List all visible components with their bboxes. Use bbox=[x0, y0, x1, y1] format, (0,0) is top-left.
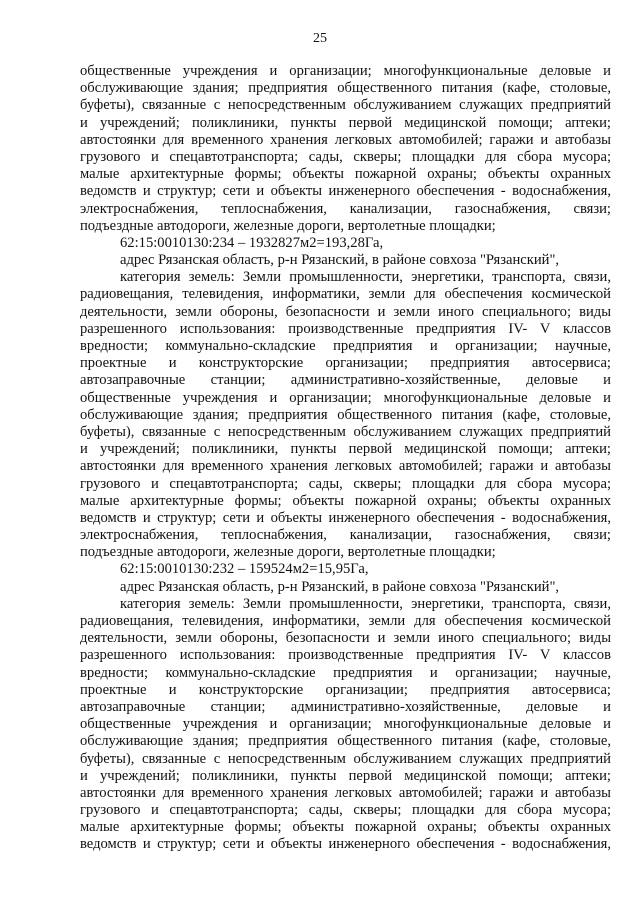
text-line: буфеты), связанные с непосредственным обслуживанием служащих предприятий bbox=[80, 423, 611, 440]
text-line: обслуживающие здания; предприятия общественного питания (кафе, столовые, bbox=[80, 406, 611, 423]
document-body bbox=[80, 63, 611, 854]
text-line: ведомств и структур; сети и объекты инженерного обеспечения - водоснабжения, bbox=[80, 836, 611, 853]
text-line: радиовещания, телевидения, информатики, земли для обеспечения космической bbox=[80, 286, 611, 303]
text-line: обслуживающие здания; предприятия общественного питания (кафе, столовые, bbox=[80, 733, 611, 750]
text-line: ведомств и структур; сети и объекты инженерного обеспечения - водоснабжения, bbox=[80, 183, 611, 200]
text-line: вредности; коммунально-складские предприятия и организации; научные, bbox=[80, 338, 611, 354]
text-line: 62:15:0010130:232 – 159524м2=15,95Га, bbox=[120, 561, 369, 578]
text-line: адрес Рязанская область, р-н Рязанский, в районе совхоза "Рязанский", bbox=[120, 578, 560, 595]
text-line: и учреждений; поликлиники, пункты первой медицинской помощи; аптеки; bbox=[80, 441, 611, 458]
text-line: общественные учреждения и организации; многофункциональные деловые и bbox=[80, 63, 611, 79]
text-line: грузового и спецавтотранспорта; сады, скверы; площадки для сбора мусора; bbox=[80, 148, 611, 165]
text-line: 62:15:0010130:234 – 1932827м2=193,28Га, bbox=[120, 234, 384, 251]
text-line: категория земель: Земли промышленности, энергетики, транспорта, связи, bbox=[120, 595, 611, 612]
text-line: автостоянки для временного хранения легковых автомобилей; гаражи и автобазы bbox=[80, 784, 611, 801]
text-line: деятельности, земли обороны, безопасности и земли иного специального; виды bbox=[80, 303, 611, 320]
text-line: проектные и конструкторские организации; предприятия автосервиса; bbox=[80, 681, 611, 698]
text-line: автостоянки для временного хранения легковых автомобилей; гаражи и автобазы bbox=[80, 458, 611, 475]
text-line: разрешенного использования: производственные предприятия IV- V классов bbox=[80, 320, 611, 337]
text-line: электроснабжения, теплоснабжения, канализации, газоснабжения, связи; bbox=[80, 527, 611, 544]
text-line: проектные и конструкторские организации; предприятия автосервиса; bbox=[80, 355, 611, 372]
text-line: радиовещания, телевидения, информатики, земли для обеспечения космической bbox=[80, 613, 611, 629]
text-line: вредности; коммунально-складские предприятия и организации; научные, bbox=[80, 664, 611, 681]
text-line: ведомств и структур; сети и объекты инженерного обеспечения - водоснабжения, bbox=[80, 509, 611, 526]
text-line: разрешенного использования: производственные предприятия IV- V классов bbox=[80, 647, 611, 664]
text-line: грузового и спецавтотранспорта; сады, скверы; площадки для сбора мусора; bbox=[80, 475, 611, 492]
text-line: автозаправочные станции; административно-хозяйственные, деловые и bbox=[80, 698, 611, 715]
text-line: и учреждений; поликлиники, пункты первой медицинской помощи; аптеки; bbox=[80, 767, 611, 784]
text-line: малые архитектурные формы; объекты пожарной охраны; объекты охранных bbox=[80, 819, 611, 836]
text-line: малые архитектурные формы; объекты пожарной охраны; объекты охранных bbox=[80, 166, 611, 183]
text-line: адрес Рязанская область, р-н Рязанский, в районе совхоза "Рязанский", bbox=[120, 252, 560, 269]
text-line: буфеты), связанные с непосредственным обслуживанием служащих предприятий bbox=[80, 97, 611, 114]
text-line: общественные учреждения и организации; многофункциональные деловые и bbox=[80, 389, 611, 406]
text-line: деятельности, земли обороны, безопасности и земли иного специального; виды bbox=[80, 630, 611, 647]
text-line: малые архитектурные формы; объекты пожарной охраны; объекты охранных bbox=[80, 492, 611, 509]
text-line: подъездные автодороги, железные дороги, вертолетные площадки; bbox=[80, 217, 496, 234]
text-line: и учреждений; поликлиники, пункты первой медицинской помощи; аптеки; bbox=[80, 114, 611, 131]
text-line: электроснабжения, теплоснабжения, канализации, газоснабжения, связи; bbox=[80, 200, 611, 217]
text-line: автостоянки для временного хранения легковых автомобилей; гаражи и автобазы bbox=[80, 131, 611, 148]
page-number: 25 bbox=[313, 31, 327, 46]
text-line: автозаправочные станции; административно-хозяйственные, деловые и bbox=[80, 372, 611, 389]
text-line: обслуживающие здания; предприятия общественного питания (кафе, столовые, bbox=[80, 80, 611, 97]
text-line: грузового и спецавтотранспорта; сады, скверы; площадки для сбора мусора; bbox=[80, 802, 611, 819]
text-line: буфеты), связанные с непосредственным обслуживанием служащих предприятий bbox=[80, 750, 611, 767]
text-line: подъездные автодороги, железные дороги, вертолетные площадки; bbox=[80, 544, 496, 561]
text-line: общественные учреждения и организации; многофункциональные деловые и bbox=[80, 716, 611, 733]
text-line: категория земель: Земли промышленности, энергетики, транспорта, связи, bbox=[120, 269, 611, 286]
